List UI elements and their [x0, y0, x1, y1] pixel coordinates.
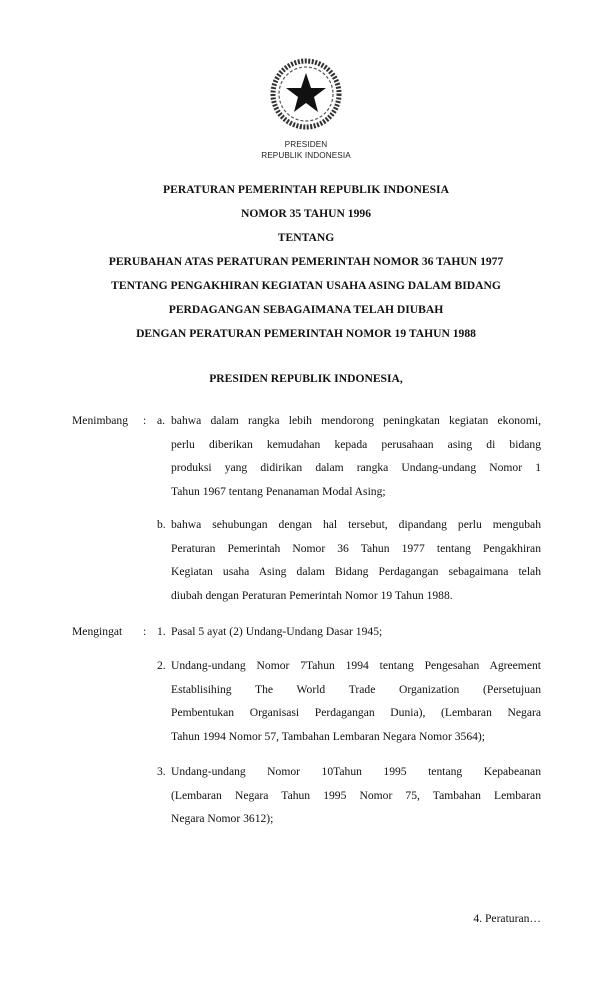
mengingat-item-1 [171, 620, 541, 644]
item-marker: a. [157, 414, 166, 427]
item-marker: 3. [157, 765, 166, 778]
text-line: Pembentukan Organisasi Perdagangan Dunia), (Lembaran Negara [171, 706, 541, 720]
title-line: PERDAGANGAN SEBAGAIMANA TELAH DIUBAH [168, 303, 444, 316]
header-republik-indonesia: REPUBLIK INDONESIA [261, 151, 351, 160]
text-line: Tahun 1994 Nomor 57, Tambahan Lembaran Negara Nomor 3564); [171, 729, 486, 743]
text-line: Establisihing The World Trade Organization (Persetujuan [171, 682, 541, 696]
title-line: TENTANG [277, 231, 335, 244]
mengingat-item-2 [171, 654, 541, 748]
title-line: PERATURAN PEMERINTAH REPUBLIK INDONESIA [163, 183, 449, 196]
text-line: bahwa dalam rangka lebih mendorong peningkatan kegiatan ekonomi, [171, 414, 541, 427]
title-line: PERUBAHAN ATAS PERATURAN PEMERINTAH NOMOR 36 TAHUN 1977 [108, 255, 504, 268]
text-line: (Lembaran Negara Tahun 1995 Nomor 75, Tambahan Lembaran [171, 788, 541, 802]
title-line: NOMOR 35 TAHUN 1996 [241, 207, 371, 220]
document-title [0, 178, 612, 346]
text-line: Peraturan Pemerintah Nomor 36 Tahun 1977 tentang Pengakhiran [171, 541, 541, 555]
text-line: Kegiatan usaha Asing dalam Bidang Perdagangan sebagaimana telah [171, 565, 541, 579]
menimbang-label: Menimbang [72, 414, 129, 427]
presidential-seal-icon [268, 56, 344, 132]
menimbang-item-a [171, 409, 541, 503]
mengingat-item-3 [171, 760, 541, 831]
colon: : [143, 414, 147, 427]
text-line: produksi yang didirikan dalam rangka Undang-undang Nomor 1 [171, 461, 541, 475]
item-marker: 2. [157, 659, 166, 672]
text-line: bahwa sehubungan dengan hal tersebut, dipandang perlu mengubah [171, 518, 541, 531]
president-heading: PRESIDEN REPUBLIK INDONESIA, [209, 372, 403, 385]
text-line: perlu diberikan kemudahan kepada perusahaan asing di bidang [171, 437, 541, 451]
text-line: Pasal 5 ayat (2) Undang-Undang Dasar 1945; [171, 625, 383, 638]
text-line: Undang-undang Nomor 10Tahun 1995 tentang Kepabeanan [171, 765, 541, 778]
text-line: Tahun 1967 tentang Penanaman Modal Asing; [171, 484, 386, 498]
title-line: TENTANG PENGAKHIRAN KEGIATAN USAHA ASING DALAM BIDANG [111, 279, 501, 292]
colon: : [143, 625, 147, 638]
text-line: Negara Nomor 3612); [171, 812, 274, 826]
header-presiden: PRESIDEN [284, 140, 328, 149]
text-line: diubah dengan Peraturan Pemerintah Nomor 19 Tahun 1988. [171, 588, 453, 602]
menimbang-item-b [171, 513, 541, 607]
item-marker: 1. [157, 625, 166, 638]
text-line: Undang-undang Nomor 7Tahun 1994 tentang Pengesahan Agreement [171, 659, 541, 672]
item-marker: b. [157, 518, 166, 531]
page-continuation: 4. Peraturan… [473, 912, 541, 925]
title-line: DENGAN PERATURAN PEMERINTAH NOMOR 19 TAHUN 1988 [136, 327, 476, 340]
mengingat-label: Mengingat [72, 625, 123, 638]
